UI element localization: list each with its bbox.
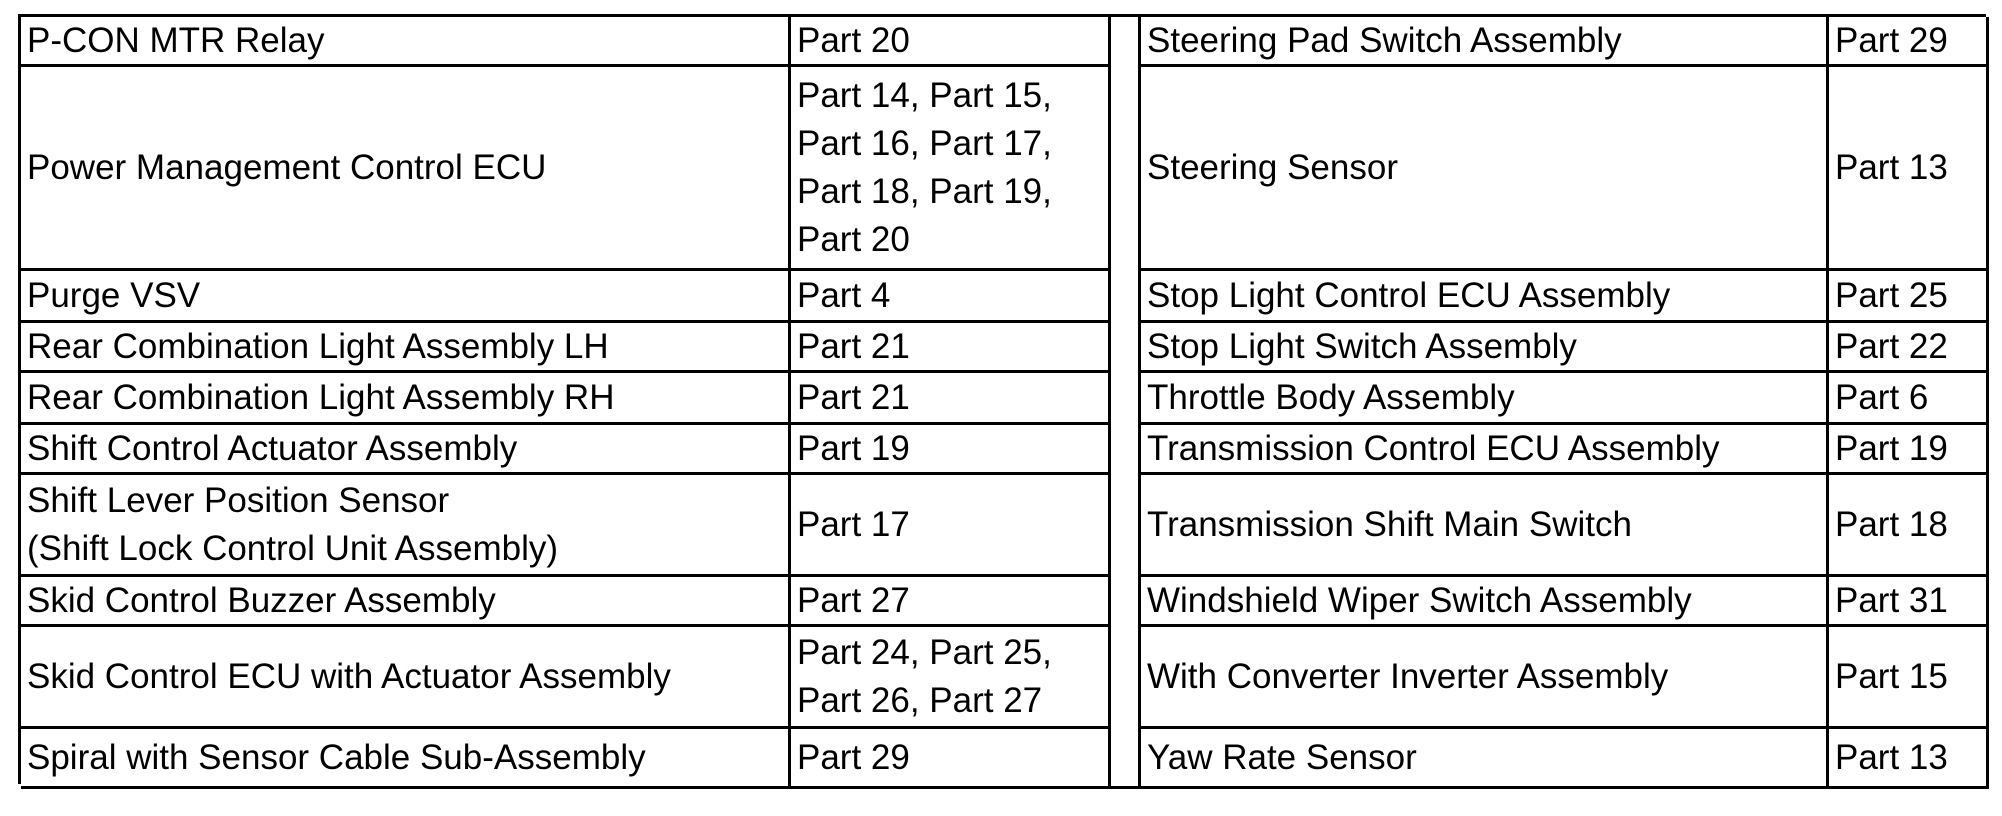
right-component-name: With Converter Inverter Assembly (1141, 627, 1829, 729)
right-component-name: Steering Pad Switch Assembly (1141, 17, 1829, 67)
right-component-name: Yaw Rate Sensor (1141, 729, 1829, 789)
left-component-name: Skid Control Buzzer Assembly (21, 577, 791, 627)
left-part-ref: Part 17 (791, 475, 1111, 577)
right-component-name: Transmission Shift Main Switch (1141, 475, 1829, 577)
right-part-ref: Part 15 (1829, 627, 1989, 729)
left-part-ref: Part 20 (791, 17, 1111, 67)
left-part-ref: Part 19 (791, 425, 1111, 475)
left-component-name: Rear Combination Light Assembly RH (21, 373, 791, 425)
parts-index-table (18, 14, 1986, 784)
right-part-ref: Part 6 (1829, 373, 1989, 425)
column-separator (1111, 17, 1141, 789)
left-part-ref: Part 27 (791, 577, 1111, 627)
right-component-name: Transmission Control ECU Assembly (1141, 425, 1829, 475)
right-part-ref: Part 22 (1829, 323, 1989, 373)
left-part-ref: Part 4 (791, 271, 1111, 323)
left-component-name: Shift Control Actuator Assembly (21, 425, 791, 475)
right-component-name: Stop Light Control ECU Assembly (1141, 271, 1829, 323)
left-component-name: Skid Control ECU with Actuator Assembly (21, 627, 791, 729)
left-component-name: Shift Lever Position Sensor (Shift Lock Control Unit Assembly) (21, 475, 791, 577)
right-part-ref: Part 13 (1829, 67, 1989, 271)
left-part-ref: Part 14, Part 15, Part 16, Part 17, Part 18, Part 19, Part 20 (791, 67, 1111, 271)
left-component-name: Spiral with Sensor Cable Sub-Assembly (21, 729, 791, 789)
left-part-ref: Part 21 (791, 323, 1111, 373)
left-component-name: Power Management Control ECU (21, 67, 791, 271)
left-part-ref: Part 21 (791, 373, 1111, 425)
left-part-ref: Part 29 (791, 729, 1111, 789)
right-component-name: Throttle Body Assembly (1141, 373, 1829, 425)
right-part-ref: Part 13 (1829, 729, 1989, 789)
left-component-name: P-CON MTR Relay (21, 17, 791, 67)
right-component-name: Steering Sensor (1141, 67, 1829, 271)
right-part-ref: Part 25 (1829, 271, 1989, 323)
right-component-name: Windshield Wiper Switch Assembly (1141, 577, 1829, 627)
right-part-ref: Part 19 (1829, 425, 1989, 475)
left-part-ref: Part 24, Part 25, Part 26, Part 27 (791, 627, 1111, 729)
right-part-ref: Part 31 (1829, 577, 1989, 627)
right-component-name: Stop Light Switch Assembly (1141, 323, 1829, 373)
right-part-ref: Part 29 (1829, 17, 1989, 67)
left-component-name: Rear Combination Light Assembly LH (21, 323, 791, 373)
right-part-ref: Part 18 (1829, 475, 1989, 577)
left-component-name: Purge VSV (21, 271, 791, 323)
